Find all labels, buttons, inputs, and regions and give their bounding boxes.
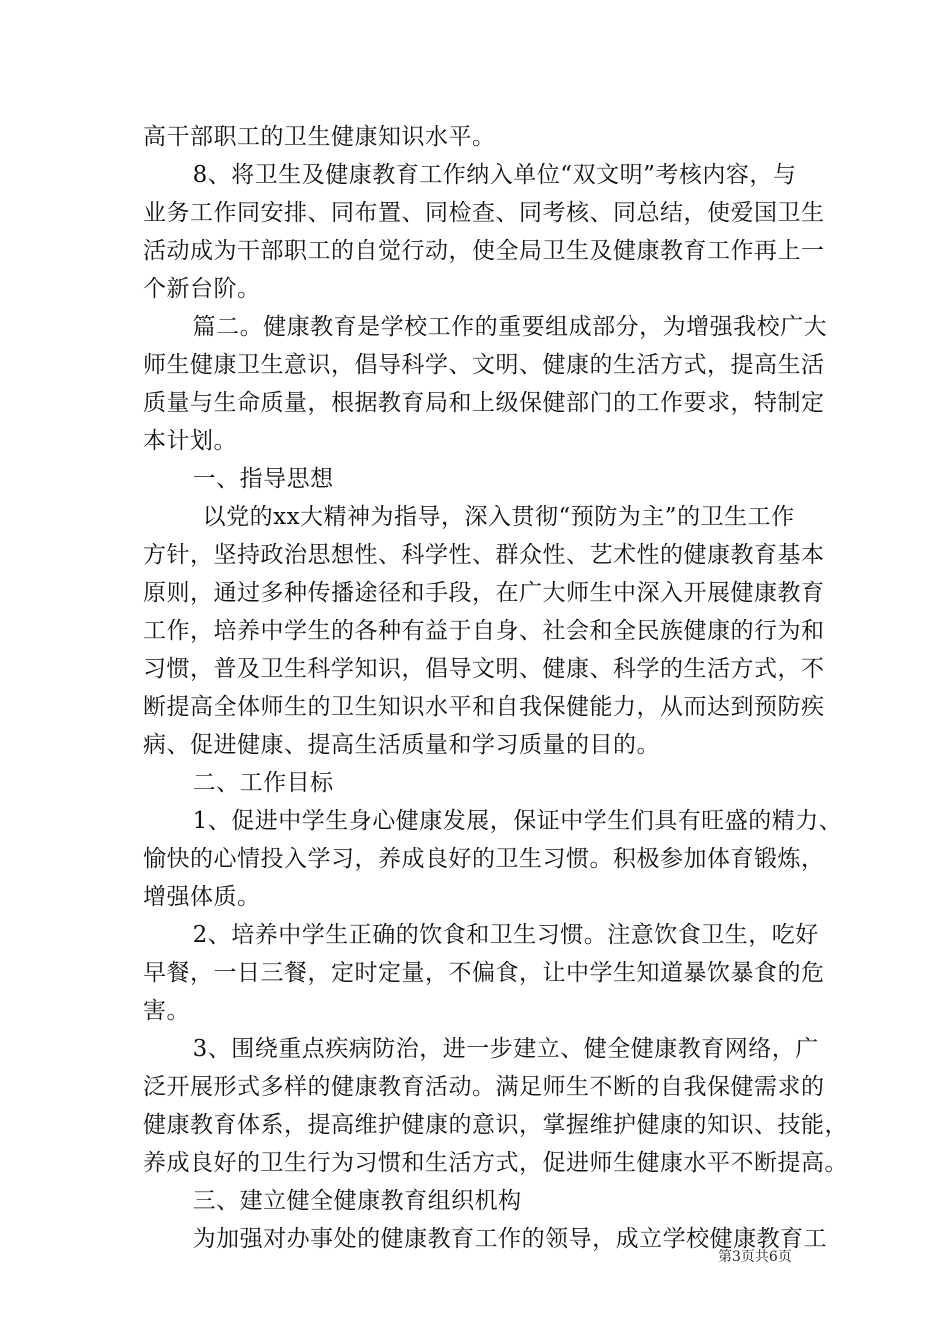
text-line: 为加强对办事处的健康教育工作的领导，成立学校健康教育工 [192,1226,828,1252]
text-line: 个新台阶。 [143,276,261,302]
text-line: 以党的xx大精神为指导，深入贯彻“预防为主”的卫生工作 [202,504,795,530]
text-line: 一、指导思想 [192,466,334,492]
page-number: 第3页共6页 [718,1249,792,1265]
text-line: 活动成为干部职工的自觉行动，使全局卫生及健康教育工作再上一 [143,238,825,264]
text-line: 原则，通过多种传播途径和手段，在广大师生中深入开展健康教育 [143,580,825,606]
text-line: 高干部职工的卫生健康知识水平。 [143,124,496,150]
text-line: 习惯，普及卫生科学知识，倡导文明、健康、科学的生活方式，不 [143,656,825,682]
text-line: 工作，培养中学生的各种有益于自身、社会和全民族健康的行为和 [143,618,825,644]
text-line: 病、促进健康、提高生活质量和学习质量的目的。 [143,732,660,758]
text-line: 泛开展形式多样的健康教育活动。满足师生不断的自我保健需求的 [143,1074,825,1100]
text-line: 早餐，一日三餐，定时定量，不偏食，让中学生知道暴饮暴食的危 [143,960,825,986]
text-line: 二、工作目标 [192,770,334,796]
text-line: 健康教育体系，提高维护健康的意识，掌握维护健康的知识、技能， [143,1112,848,1138]
text-line: 8、将卫生及健康教育工作纳入单位“双文明”考核内容，与 [192,162,797,188]
text-line: 三、建立健全健康教育组织机构 [192,1188,522,1214]
text-line: 篇二。健康教育是学校工作的重要组成部分，为增强我校广大 [192,314,828,340]
text-line: 断提高全体师生的卫生知识水平和自我保健能力，从而达到预防疾 [143,694,825,720]
text-line: 害。 [143,998,190,1024]
text-line: 2、培养中学生正确的饮食和卫生习惯。注意饮食卫生，吃好 [192,922,819,948]
text-line: 增强体质。 [143,884,261,910]
text-line: 养成良好的卫生行为习惯和生活方式，促进师生健康水平不断提高。 [143,1150,848,1176]
text-line: 师生健康卫生意识，倡导科学、文明、健康的生活方式，提高生活 [143,352,825,378]
text-line: 1、促进中学生身心健康发展，保证中学生们具有旺盛的精力、 [192,808,843,834]
text-line: 质量与生命质量，根据教育局和上级保健部门的工作要求，特制定 [143,390,825,416]
text-line: 本计划。 [143,428,237,454]
text-line: 业务工作同安排、同布置、同检查、同考核、同总结，使爱国卫生 [143,200,825,226]
text-line: 方针，坚持政治思想性、科学性、群众性、艺术性的健康教育基本 [143,542,825,568]
document-body [143,118,848,1258]
text-line: 3、围绕重点疾病防治，进一步建立、健全健康教育网络，广 [192,1036,819,1062]
text-line: 愉快的心情投入学习，养成良好的卫生习惯。积极参加体育锻炼， [143,846,825,872]
